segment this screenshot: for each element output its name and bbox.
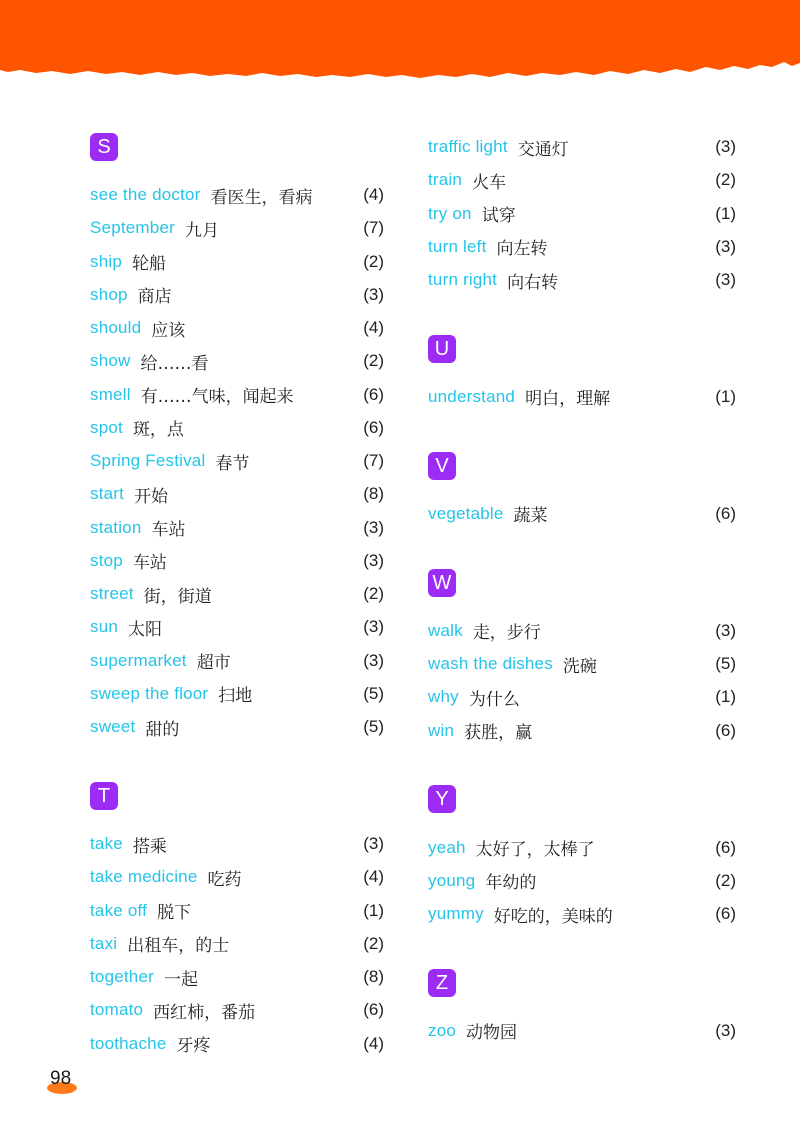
- entry-unit-ref: (2): [363, 584, 384, 604]
- entry-word: see the doctor: [90, 185, 201, 205]
- entry-unit-ref: (3): [715, 236, 736, 256]
- entry-word: smell: [90, 384, 131, 404]
- vocab-entry: [428, 380, 736, 413]
- letter-section-continued: [428, 130, 736, 296]
- vocab-entry: [90, 345, 384, 378]
- entry-word: supermarket: [90, 650, 187, 670]
- entry-word: Spring Festival: [90, 451, 206, 471]
- entry-meaning: 走，步行: [472, 623, 541, 644]
- entry-unit-ref: (7): [363, 451, 384, 471]
- entry-word: vegetable: [428, 503, 504, 523]
- entry-unit-ref: (5): [363, 683, 384, 703]
- entry-word: win: [428, 720, 455, 740]
- entry-meaning: 九月: [184, 220, 219, 241]
- entry-meaning: 牙疼: [176, 1036, 211, 1057]
- entry-unit-ref: (3): [363, 550, 384, 570]
- entry-meaning: 向左转: [496, 239, 548, 260]
- entry-unit-ref: (3): [363, 834, 384, 854]
- entry-word: street: [90, 584, 134, 604]
- entry-unit-ref: (2): [715, 870, 736, 890]
- page-number: 98: [50, 1068, 72, 1089]
- vocab-entry: [90, 1027, 384, 1060]
- letter-section-z: [428, 969, 736, 1048]
- entry-meaning: 超市: [196, 653, 231, 674]
- entry-word: traffic light: [428, 137, 508, 157]
- entry-word: yeah: [428, 837, 466, 857]
- entry-word: take: [90, 834, 123, 854]
- entry-meaning: 扫地: [218, 686, 253, 707]
- entry-unit-ref: (4): [363, 867, 384, 887]
- vocab-entry: [428, 681, 736, 714]
- entry-word: understand: [428, 386, 516, 406]
- entry-meaning: 好吃的，美味的: [493, 906, 613, 927]
- entry-unit-ref: (7): [363, 218, 384, 238]
- vocab-entry: [90, 245, 384, 278]
- entry-unit-ref: (4): [363, 1033, 384, 1053]
- vocab-entry: [90, 894, 384, 927]
- vocab-entry: [90, 611, 384, 644]
- entry-unit-ref: (2): [363, 351, 384, 371]
- letter-badge: T: [90, 782, 118, 810]
- entry-unit-ref: (4): [363, 318, 384, 338]
- entry-word: turn right: [428, 270, 498, 290]
- entry-meaning: 蔬菜: [513, 506, 548, 527]
- vocab-entry: [90, 212, 384, 245]
- entry-word: shop: [90, 284, 128, 304]
- entry-meaning: 有……气味，闻起来: [140, 387, 294, 408]
- vocab-entry: [428, 714, 736, 747]
- entry-unit-ref: (3): [715, 1020, 736, 1040]
- entry-word: wash the dishes: [428, 654, 553, 674]
- entry-word: tomato: [90, 1000, 144, 1020]
- vocab-entry: [90, 711, 384, 744]
- entry-meaning: 搭乘: [132, 836, 167, 857]
- entry-unit-ref: (5): [715, 654, 736, 674]
- vocab-entry: [90, 827, 384, 860]
- entry-meaning: 春节: [215, 453, 250, 474]
- entry-word: young: [428, 870, 476, 890]
- letter-badge: S: [90, 133, 118, 161]
- entry-unit-ref: (2): [715, 170, 736, 190]
- entry-meaning: 西红柿，番茄: [153, 1002, 256, 1023]
- letter-badge: Y: [428, 785, 456, 813]
- glossary-column-left: [90, 133, 384, 1060]
- letter-badge: Z: [428, 969, 456, 997]
- entry-word: train: [428, 170, 463, 190]
- entry-meaning: 太好了，太棒了: [475, 840, 595, 861]
- entry-meaning: 年幼的: [485, 873, 537, 894]
- entry-meaning: 甜的: [145, 719, 180, 740]
- entry-word: show: [90, 351, 131, 371]
- entry-unit-ref: (3): [363, 517, 384, 537]
- entry-meaning: 车站: [132, 553, 167, 574]
- entry-unit-ref: (1): [363, 900, 384, 920]
- entry-unit-ref: (2): [363, 251, 384, 271]
- letter-section-w: [428, 569, 736, 748]
- header-banner: [0, 0, 800, 82]
- entry-meaning: 试穿: [481, 206, 516, 227]
- entry-meaning: 出租车，的士: [127, 936, 230, 957]
- vocab-entry: [90, 677, 384, 710]
- vocab-entry: [428, 130, 736, 163]
- entry-unit-ref: (8): [363, 967, 384, 987]
- entry-meaning: 轮船: [132, 254, 166, 275]
- entry-unit-ref: (6): [715, 503, 736, 523]
- entry-word: why: [428, 687, 459, 707]
- vocab-entry: [428, 497, 736, 530]
- entry-word: start: [90, 484, 125, 504]
- vocab-entry: [428, 897, 736, 930]
- letter-section-v: [428, 452, 736, 531]
- vocab-entry: [90, 960, 384, 993]
- entry-meaning: 交通灯: [517, 139, 569, 160]
- entry-unit-ref: (1): [715, 203, 736, 223]
- glossary-column-right: [428, 130, 736, 1047]
- vocab-entry: [428, 164, 736, 197]
- entry-unit-ref: (2): [363, 933, 384, 953]
- letter-badge: V: [428, 452, 456, 480]
- vocab-entry: [90, 278, 384, 311]
- vocab-entry: [428, 647, 736, 680]
- vocab-entry: [428, 1014, 736, 1047]
- vocab-entry: [428, 230, 736, 263]
- vocab-entry: [428, 197, 736, 230]
- entry-meaning: 给……看: [140, 353, 209, 374]
- vocab-entry: [90, 445, 384, 478]
- entry-word: take medicine: [90, 867, 198, 887]
- vocab-entry: [428, 831, 736, 864]
- entry-word: together: [90, 967, 154, 987]
- entry-unit-ref: (4): [363, 185, 384, 205]
- entry-word: station: [90, 517, 142, 537]
- entry-unit-ref: (3): [363, 284, 384, 304]
- letter-section-t: [90, 782, 384, 1060]
- entry-unit-ref: (3): [715, 620, 736, 640]
- entry-word: September: [90, 218, 175, 238]
- entry-meaning: 开始: [134, 486, 169, 507]
- vocab-entry: [90, 578, 384, 611]
- letter-badge: W: [428, 569, 456, 597]
- entry-meaning: 火车: [472, 172, 507, 193]
- entry-unit-ref: (3): [715, 137, 736, 157]
- letter-badge: U: [428, 335, 456, 363]
- letter-section-y: [428, 785, 736, 930]
- letter-section-u: [428, 335, 736, 414]
- vocab-entry: [428, 614, 736, 647]
- entry-word: try on: [428, 203, 472, 223]
- vocab-entry: [90, 994, 384, 1027]
- entry-meaning: 一起: [163, 969, 198, 990]
- entry-meaning: 洗碗: [562, 656, 597, 677]
- entry-word: sweet: [90, 717, 136, 737]
- vocab-entry: [90, 411, 384, 444]
- entry-meaning: 看医生，看病: [210, 187, 313, 208]
- entry-meaning: 商店: [137, 287, 172, 308]
- entry-word: taxi: [90, 933, 118, 953]
- entry-unit-ref: (6): [363, 384, 384, 404]
- vocab-entry: [90, 179, 384, 212]
- entry-meaning: 应该: [151, 320, 186, 341]
- entry-meaning: 获胜，赢: [464, 723, 533, 744]
- vocab-entry: [428, 263, 736, 296]
- entry-word: toothache: [90, 1033, 167, 1053]
- entry-meaning: 太阳: [128, 619, 163, 640]
- entry-word: should: [90, 318, 142, 338]
- entry-unit-ref: (6): [363, 417, 384, 437]
- entry-word: take off: [90, 900, 148, 920]
- entry-unit-ref: (3): [363, 650, 384, 670]
- entry-word: yummy: [428, 904, 484, 924]
- entry-meaning: 为什么: [468, 689, 520, 710]
- entry-unit-ref: (6): [715, 720, 736, 740]
- vocab-entry: [90, 478, 384, 511]
- entry-meaning: 向右转: [507, 272, 559, 293]
- entry-unit-ref: (6): [715, 837, 736, 857]
- entry-word: walk: [428, 620, 463, 640]
- vocab-entry: [90, 927, 384, 960]
- vocab-entry: [90, 644, 384, 677]
- entry-word: spot: [90, 417, 123, 437]
- vocab-entry: [90, 544, 384, 577]
- entry-meaning: 脱下: [157, 903, 192, 924]
- entry-meaning: 斑，点: [132, 420, 184, 441]
- entry-word: sweep the floor: [90, 683, 209, 703]
- vocab-entry: [90, 511, 384, 544]
- entry-word: stop: [90, 550, 123, 570]
- vocab-entry: [90, 312, 384, 345]
- entry-meaning: 动物园: [466, 1023, 518, 1044]
- letter-section-s: [90, 133, 384, 744]
- entry-unit-ref: (8): [363, 484, 384, 504]
- entry-meaning: 吃药: [207, 869, 242, 890]
- vocab-entry: [90, 861, 384, 894]
- entry-unit-ref: (1): [715, 386, 736, 406]
- vocab-entry: [428, 864, 736, 897]
- page-number-area: [44, 1064, 84, 1098]
- entry-word: ship: [90, 251, 122, 271]
- entry-unit-ref: (3): [363, 617, 384, 637]
- entry-unit-ref: (5): [363, 717, 384, 737]
- entry-word: sun: [90, 617, 119, 637]
- entry-meaning: 车站: [151, 520, 186, 541]
- entry-word: turn left: [428, 236, 487, 256]
- entry-unit-ref: (1): [715, 687, 736, 707]
- vocab-entry: [90, 378, 384, 411]
- entry-unit-ref: (3): [715, 270, 736, 290]
- entry-unit-ref: (6): [363, 1000, 384, 1020]
- entry-meaning: 街，街道: [143, 586, 212, 607]
- entry-unit-ref: (6): [715, 904, 736, 924]
- entry-meaning: 明白，理解: [525, 389, 611, 410]
- entry-word: zoo: [428, 1020, 457, 1040]
